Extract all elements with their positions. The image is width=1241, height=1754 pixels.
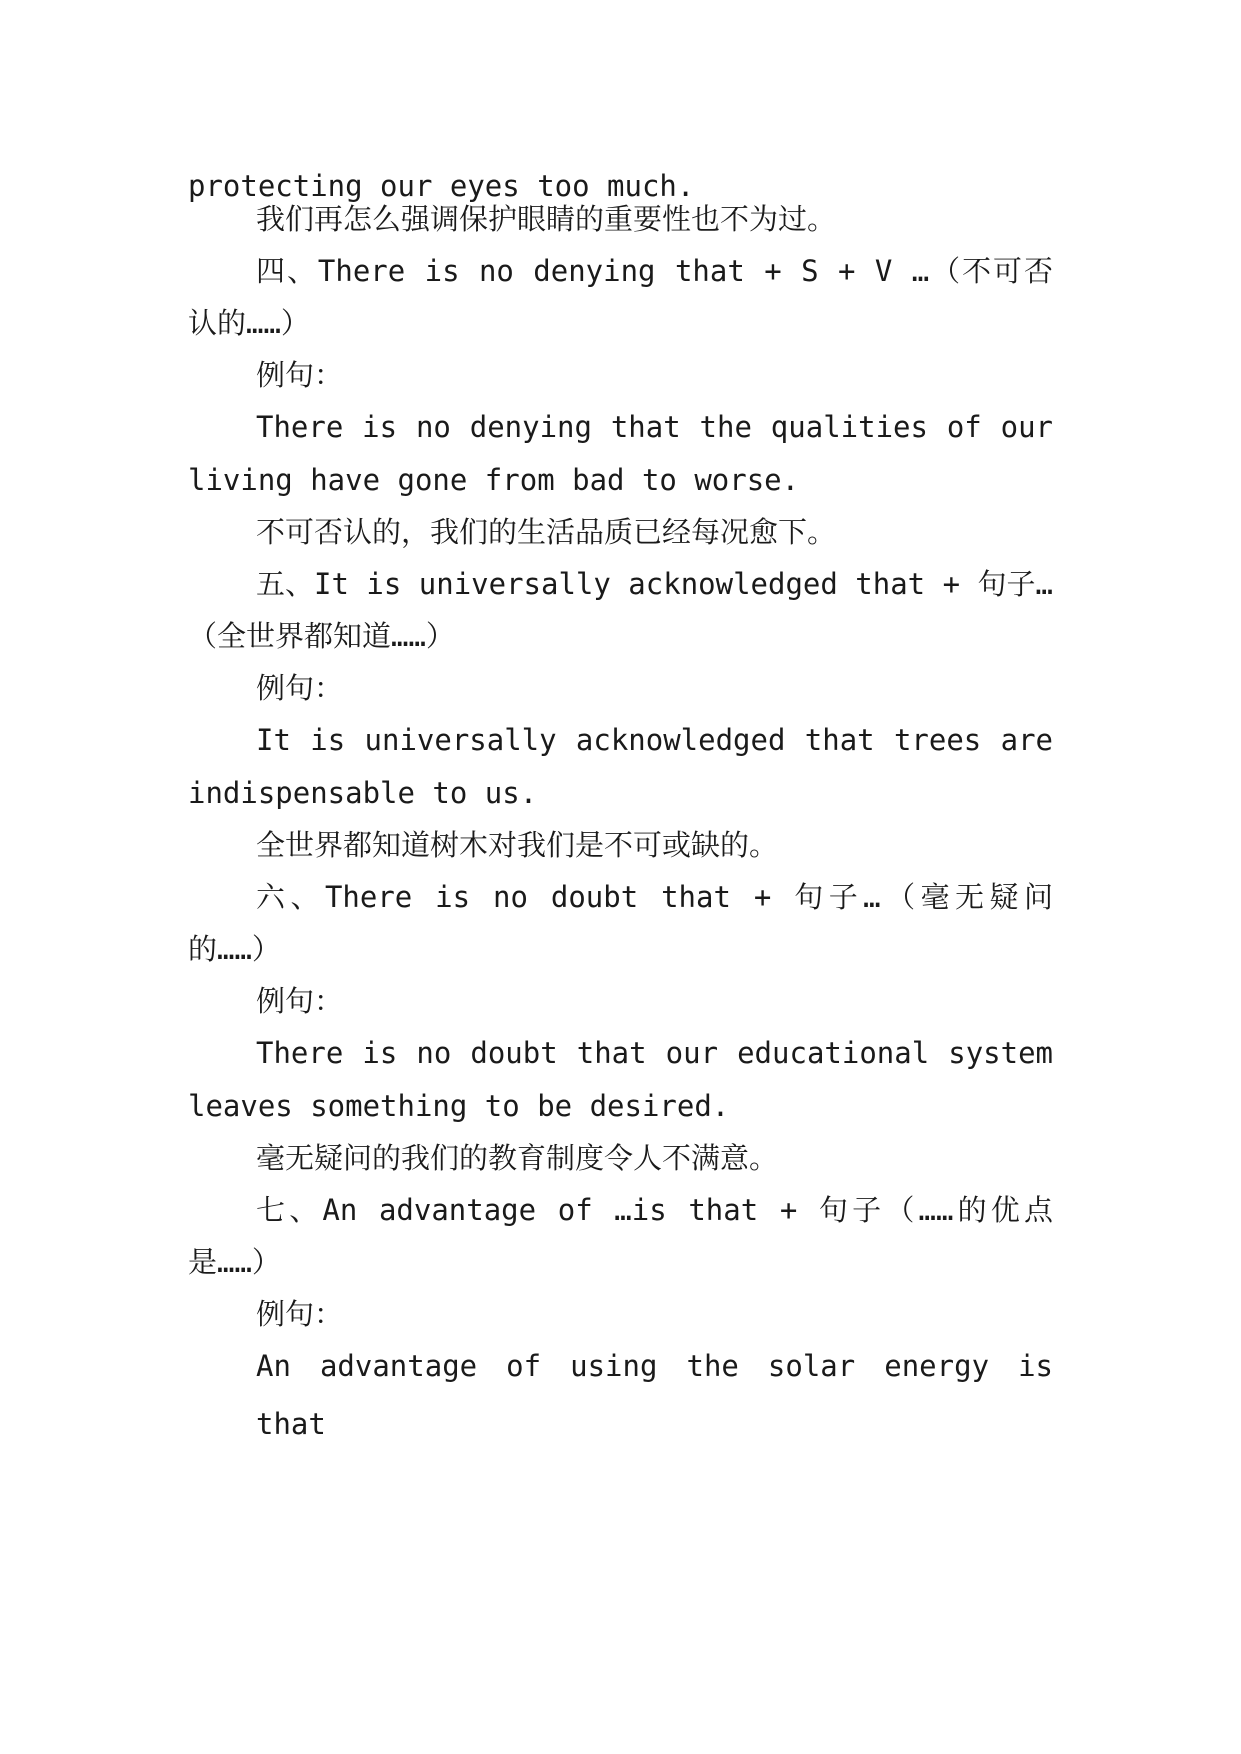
example-5-line-1: It is universally acknowledged that trees are (256, 723, 1053, 757)
example-5-line-2: indispensable to us. (188, 776, 538, 810)
example-7-line-1: An advantage of using the solar energy is that (256, 1349, 1053, 1441)
heading-4: 四、There is no denying that + S + V …（不可否 (256, 254, 1053, 288)
translation-6: 毫无疑问的我们的教育制度令人不满意。 (256, 1141, 779, 1175)
heading-7: 七、An advantage of …is that + 句子（……的优点 (256, 1193, 1053, 1227)
translation-line-1: 我们再怎么强调保护眼睛的重要性也不为过。 (256, 202, 837, 236)
heading-6-cont: 的……） (188, 932, 281, 966)
example-6-line-2: leaves something to be desired. (188, 1089, 730, 1123)
text-line-1: protecting our eyes too much. (188, 169, 695, 203)
heading-5-cont: （全世界都知道……） (188, 619, 455, 653)
example-label-5: 例句： (256, 671, 344, 705)
translation-4: 不可否认的，我们的生活品质已经每况愈下。 (256, 515, 837, 549)
example-4-line-2: living have gone from bad to worse. (188, 463, 800, 497)
heading-7-cont: 是……） (188, 1245, 281, 1279)
translation-5: 全世界都知道树木对我们是不可或缺的。 (256, 828, 779, 862)
example-4-line-1: There is no denying that the qualities of our (256, 410, 1053, 444)
heading-6: 六、There is no doubt that + 句子…（毫无疑问 (256, 880, 1053, 914)
example-label-6: 例句： (256, 984, 344, 1018)
heading-4-cont: 认的……） (188, 306, 310, 340)
example-6-line-1: There is no doubt that our educational system (256, 1036, 1053, 1070)
heading-5: 五、It is universally acknowledged that + 句子… (256, 567, 1053, 601)
example-label-4: 例句： (256, 358, 344, 392)
example-label-7: 例句： (256, 1297, 344, 1331)
